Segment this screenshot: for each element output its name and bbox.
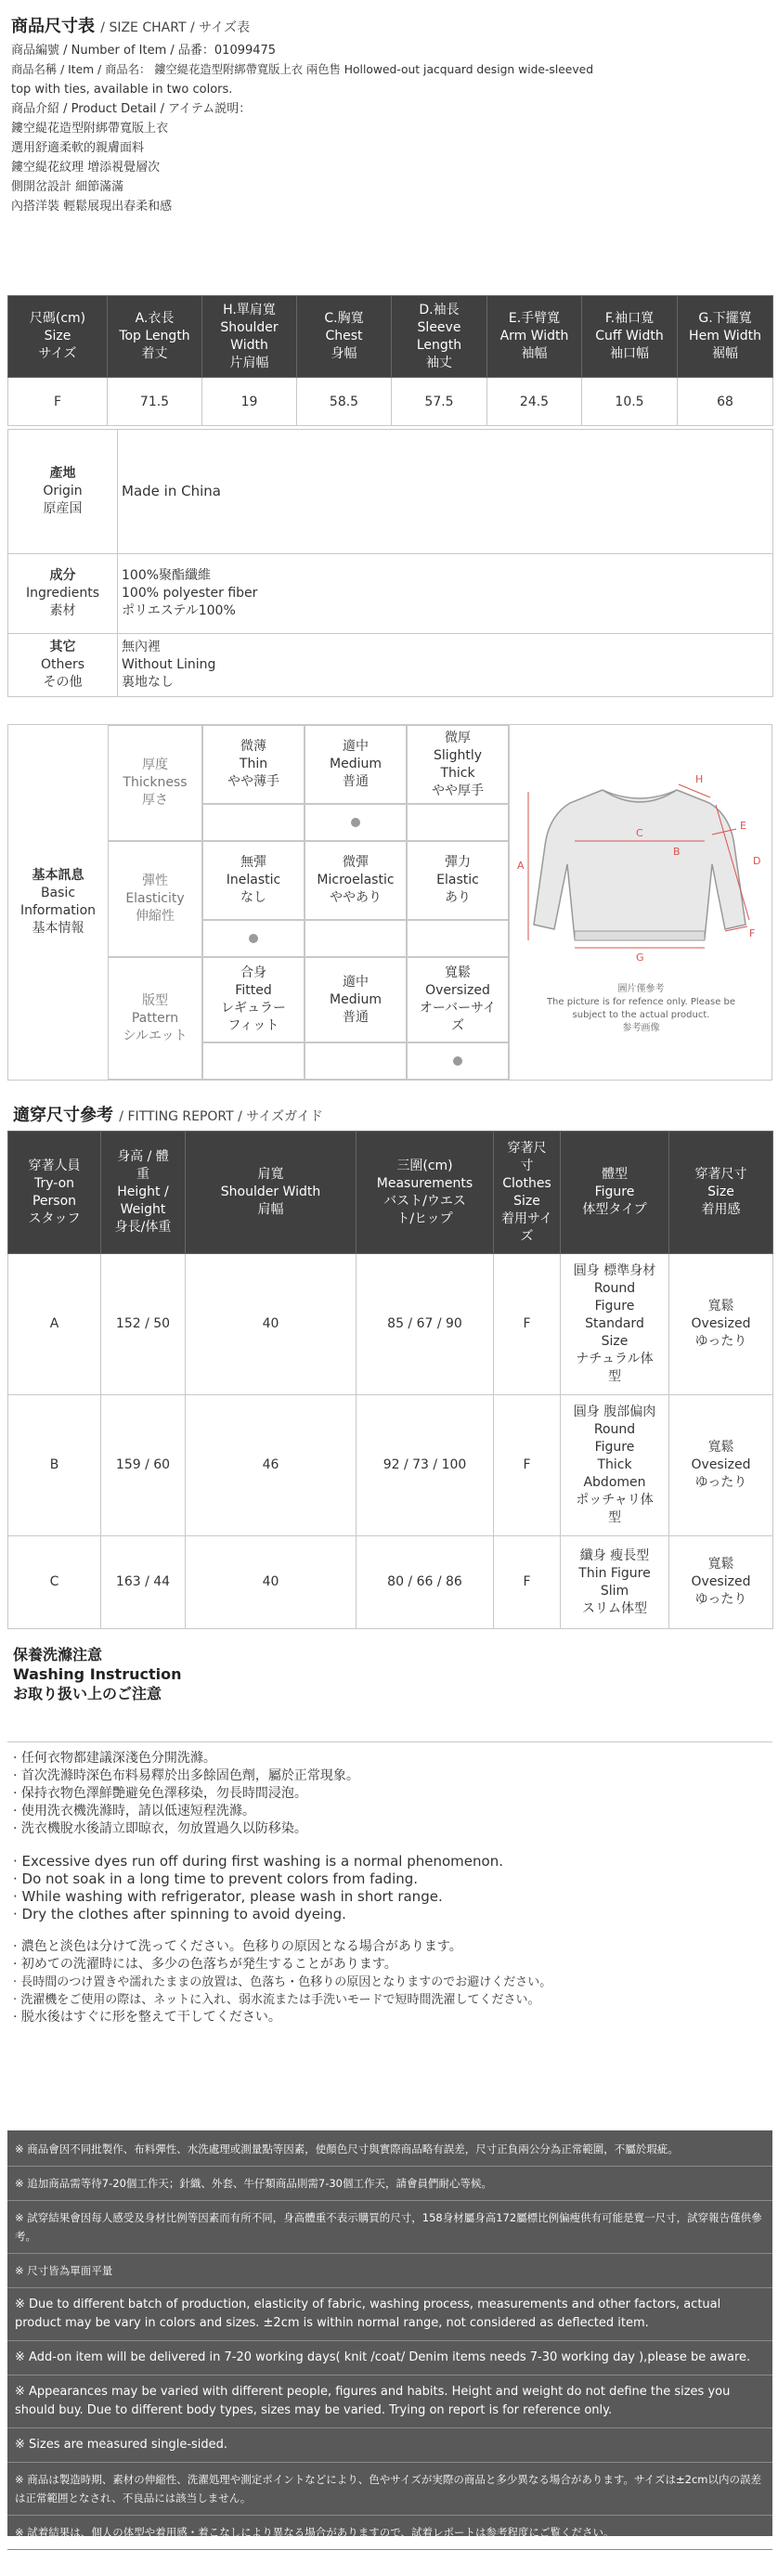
diagram-letter-f: F: [749, 927, 756, 939]
others-row: [8, 634, 773, 697]
size-cell: 19: [202, 378, 297, 426]
info-line: 側開岔設計 細節滿滿: [11, 180, 124, 194]
fitting-table: [7, 1131, 773, 1629]
info-line: 鏤空緹花造型附綁帶寬版上衣: [11, 122, 169, 136]
size-cell: 71.5: [108, 378, 202, 426]
size-cell: 57.5: [392, 378, 487, 426]
washing-line: · Dry the clothes after spinning to avoid dyeing.: [13, 1906, 346, 1922]
elasticity-option: 微彈 Microelastic ややあり: [305, 841, 407, 920]
washing-title-ja: お取り扱い上のご注意: [13, 1685, 162, 1702]
washing-line: · 保持衣物色澤鮮艷避免色澤移染，勿長時間浸泡。: [13, 1786, 307, 1801]
ingredients-value: 100%聚酯纖維 100% polyester fiber ポリエステル100%: [118, 554, 773, 634]
fitting-cell: 85 / 67 / 90: [357, 1254, 494, 1395]
pattern-label: 版型 Pattern シルエット: [108, 957, 202, 1080]
washing-line: · 長時間のつけ置きや濡れたままの放置は、色落ち・色移りの原因となりますのでお避けください。: [13, 1975, 552, 1989]
selected-dot: [453, 1056, 462, 1066]
fitting-cell: F: [494, 1536, 561, 1629]
fitting-header-cell: 身高 / 體 重 Height / Weight 身長/体重: [101, 1132, 186, 1254]
fitting-header-cell: 穿著人員 Try-on Person スタッフ: [8, 1132, 101, 1254]
size-header-cell: H.單肩寬 Shoulder Width 片肩幅: [202, 296, 297, 378]
diagram-letter-h: H: [695, 773, 704, 785]
note-line: ※ 試着結果は、個人の体型や着用感・着こなしにより異なる場合がありますので、試着レポートは参考程度にご覧ください。: [15, 2526, 615, 2539]
note-line: ※ 尺寸皆為單面平量: [15, 2264, 113, 2277]
note-line: ※ サイズはすべて片面平置きでの採寸となります。: [15, 2560, 261, 2573]
fitting-cell: F: [494, 1254, 561, 1395]
garment-diagram: [509, 725, 772, 1080]
fitting-cell: 159 / 60: [101, 1395, 186, 1536]
thickness-option: 適中 Medium 普通: [305, 725, 407, 804]
fitting-header: [8, 1132, 773, 1254]
origin-row: [8, 430, 773, 554]
origin-label: 產地 Origin 原産国: [8, 430, 118, 554]
selected-dot: [351, 818, 360, 827]
diagram-letter-e: E: [740, 820, 746, 832]
size-table: [7, 295, 773, 426]
fitting-row: [8, 1254, 773, 1395]
fitting-cell: 40: [186, 1536, 357, 1629]
size-table-header: [8, 296, 773, 378]
fitting-cell: C: [8, 1536, 101, 1629]
info-line: 商品名稱 / Item / 商品名： 鏤空緹花造型附綁帶寬版上衣 兩色售 Hollowed-out jacquard design wide-sleeved: [11, 63, 594, 76]
pattern-option: 寬鬆 Oversized オーバーサイ ズ: [407, 957, 509, 1042]
fitting-cell: F: [494, 1395, 561, 1536]
fitting-cell: 圓身 標準身材 Round Figure Standard Size ナチュラル体 型: [561, 1254, 669, 1395]
fitting-cell: 92 / 73 / 100: [357, 1395, 494, 1536]
size-cell: 24.5: [487, 378, 582, 426]
size-header-cell: C.胸寬 Chest 身幅: [297, 296, 392, 378]
washing-instructions: [7, 1741, 772, 2114]
washing-line: · Excessive dyes run off during first washing is a normal phenomenon.: [13, 1853, 503, 1870]
fitting-cell: A: [8, 1254, 101, 1395]
fitting-cell: 46: [186, 1395, 357, 1536]
page-subtitle: / SIZE CHART / サイズ表: [100, 20, 250, 35]
fitting-header-cell: 肩寬 Shoulder Width 肩幅: [186, 1132, 357, 1254]
size-header-cell: 尺碼(cm) Size サイズ: [8, 296, 108, 378]
fitting-title-text: 適穿尺寸參考: [13, 1106, 113, 1125]
info-line: 鏤空緹花紋理 增添視覺層次: [11, 161, 161, 175]
selected-dot: [249, 934, 258, 943]
fitting-cell: 寬鬆 Ovesized ゆったり: [669, 1395, 773, 1536]
size-row: [8, 378, 773, 426]
sweater-diagram-icon: [510, 725, 772, 1003]
pattern-marker-cell: [407, 1042, 509, 1080]
size-cell: 68: [678, 378, 773, 426]
size-cell: F: [8, 378, 108, 426]
size-header-cell: A.衣長 Top Length 着丈: [108, 296, 202, 378]
thickness-label: 厚度 Thickness 厚さ: [108, 725, 202, 841]
note-line: ※ 試穿結果會因每人感受及身材比例等因素而有所不同，身高體重不表示購買的尺寸，158身材屬身高172屬標比例偏瘦供有可能是寬一尺寸，試穿報告僅供參考。: [15, 2211, 762, 2243]
size-header-cell: E.手臂寬 Arm Width 袖幅: [487, 296, 582, 378]
washing-line: · 脱水後はすぐに形を整えて干してください。: [13, 2010, 281, 2025]
size-header-cell: D.袖長 Sleeve Length 袖丈: [392, 296, 487, 378]
size-header-cell: F.袖口寬 Cuff Width 袖口幅: [582, 296, 678, 378]
diagram-letter-a: A: [517, 860, 525, 872]
elasticity-marker-cell: [305, 920, 407, 957]
elasticity-option: 彈力 Elastic あり: [407, 841, 509, 920]
thickness-marker-cell: [407, 804, 509, 841]
info-line: 商品介紹 / Product Detail / アイテム説明：: [11, 102, 252, 116]
diagram-letter-d: D: [753, 855, 761, 867]
fitting-subtitle: / FITTING REPORT / サイズガイド: [119, 1109, 323, 1124]
washing-title: [7, 1645, 778, 1738]
page-title: [11, 13, 250, 37]
note-line: ※ Sizes are measured single-sided.: [15, 2438, 228, 2452]
material-table: [7, 429, 773, 697]
pattern-marker-cell: [202, 1042, 305, 1080]
diagram-letter-b: B: [673, 846, 681, 858]
washing-line: · 洗濯機をご使用の際は、ネットに入れ、弱水流または手洗いモードで短時間洗濯してください。: [13, 1993, 540, 2007]
thickness-marker-cell: [305, 804, 407, 841]
ingredients-row: [8, 554, 773, 634]
thickness-option: 微薄 Thin やや薄手: [202, 725, 305, 804]
basic-info-label: 基本訊息 Basic Information 基本情報: [8, 725, 109, 1080]
product-info: [11, 41, 772, 216]
pattern-option: 適中 Medium 普通: [305, 957, 407, 1042]
thickness-marker-cell: [202, 804, 305, 841]
note-line: ※ Due to different batch of production, elasticity of fabric, washing process, measurements and other factors, actual product may be vary in colors and sizes. ±2cm is within normal range, not considered as deflected item.: [15, 2298, 721, 2330]
size-header-cell: G.下擺寬 Hem Width 裾幅: [678, 296, 773, 378]
fitting-cell: 40: [186, 1254, 357, 1395]
fitting-cell: 163 / 44: [101, 1536, 186, 1629]
info-line: 商品編號 / Number of Item / 品番：01099475: [11, 44, 277, 58]
washing-line: · 首次洗滌時深色布料易釋於出多餘固色劑，屬於正常現象。: [13, 1768, 359, 1783]
fitting-cell: 寬鬆 Ovesized ゆったり: [669, 1254, 773, 1395]
fitting-title: [13, 1102, 323, 1126]
others-label: 其它 Others その他: [8, 634, 118, 697]
washing-title-zh: 保養洗滌注意: [13, 1646, 103, 1663]
note-line: ※ Add-on item will be delivered in 7-20 working days( knit /coat/ Denim items needs 7-30 working day ),please be aware.: [15, 2350, 751, 2364]
diagram-caption: 圖片僅參考 The picture is for refence only. Please be subject to the actual product. 参考画像: [546, 984, 736, 1033]
info-line: 內搭洋裝 輕鬆展現出春柔和感: [11, 200, 173, 214]
washing-line: · 洗衣機脫水後請立即晾衣，勿放置過久以防移染。: [13, 1821, 307, 1836]
fitting-cell: 152 / 50: [101, 1254, 186, 1395]
fitting-row: [8, 1395, 773, 1536]
page-title-text: 商品尺寸表: [11, 17, 95, 36]
notes-panel: [7, 2130, 772, 2573]
washing-line: · Do not soak in a long time to prevent colors from fading.: [13, 1871, 419, 1887]
note-line: ※ 商品は製造時期、素材の伸縮性、洗濯処理や測定ポイントなどにより、色やサイズが実際の商品と多少異なる場合があります。サイズは±2cm以内の誤差は正常範囲となされ、不良品には該当しません。: [15, 2473, 762, 2505]
fitting-row: [8, 1536, 773, 1629]
origin-value: Made in China: [118, 430, 773, 554]
fitting-cell: 80 / 66 / 86: [357, 1536, 494, 1629]
elasticity-option: 無彈 Inelastic なし: [202, 841, 305, 920]
diagram-letter-c: C: [636, 827, 643, 839]
fitting-cell: B: [8, 1395, 101, 1536]
pattern-option: 合身 Fitted レギュラー フィット: [202, 957, 305, 1042]
washing-line: · 任何衣物都建議深淺色分開洗滌。: [13, 1751, 216, 1766]
size-cell: 10.5: [582, 378, 678, 426]
thickness-option: 微厚 Slightly Thick やや厚手: [407, 725, 509, 804]
fitting-header-cell: 穿著尺寸 Size 着用感: [669, 1132, 773, 1254]
elasticity-label: 彈性 Elasticity 伸縮性: [108, 841, 202, 957]
washing-title-en: Washing Instruction: [13, 1665, 182, 1683]
washing-line: · 使用洗衣機洗滌時，請以低速短程洗滌。: [13, 1804, 255, 1819]
elasticity-marker-cell: [407, 920, 509, 957]
fitting-cell: 纖身 瘦長型 Thin Figure Slim スリム体型: [561, 1536, 669, 1629]
washing-line: · While washing with refrigerator, please wash in short range.: [13, 1888, 443, 1905]
fitting-header-cell: 體型 Figure 体型タイプ: [561, 1132, 669, 1254]
note-line: ※ 追加商品需等待7-20個工作天；針織、外套、牛仔類商品則需7-30個工作天，請會員們耐心等候。: [15, 2177, 492, 2190]
elasticity-marker-cell: [202, 920, 305, 957]
others-value: 無內裡 Without Lining 裏地なし: [118, 634, 773, 697]
info-line: top with ties, available in two colors.: [11, 83, 233, 97]
info-line: 選用舒適柔軟的親膚面料: [11, 141, 145, 155]
fitting-cell: 寬鬆 Ovesized ゆったり: [669, 1536, 773, 1629]
note-line: ※ 商品會因不同批製作、布料彈性、水洗處理或測量點等因素，使顏色尺寸與實際商品略有誤差，尺寸正負兩公分為正常範圍，不屬於瑕疵。: [15, 2142, 679, 2155]
washing-line: · 濃色と淡色は分けて洗ってください。色移りの原因となる場合があります。: [13, 1939, 462, 1954]
diagram-letter-g: G: [636, 951, 644, 964]
fitting-header-cell: 穿著尺 寸 Clothes Size 着用サイ ズ: [494, 1132, 561, 1254]
note-line: ※ Appearances may be varied with different people, figures and habits. Height and weight do not define the sizes you should buy. Due to different body types, sizes may be varied. Trying on report is for reference only.: [15, 2385, 731, 2417]
fitting-cell: 圓身 腹部偏肉 Round Figure Thick Abdomen ポッチャリ体 型: [561, 1395, 669, 1536]
basic-info: [7, 724, 772, 1081]
pattern-marker-cell: [305, 1042, 407, 1080]
washing-line: · 初めての洗濯時には、多少の色落ちが発生することがあります。: [13, 1957, 397, 1972]
ingredients-label: 成分 Ingredients 素材: [8, 554, 118, 634]
size-cell: 58.5: [297, 378, 392, 426]
fitting-header-cell: 三圍(cm) Measurements バスト/ウエス ト/ヒップ: [357, 1132, 494, 1254]
